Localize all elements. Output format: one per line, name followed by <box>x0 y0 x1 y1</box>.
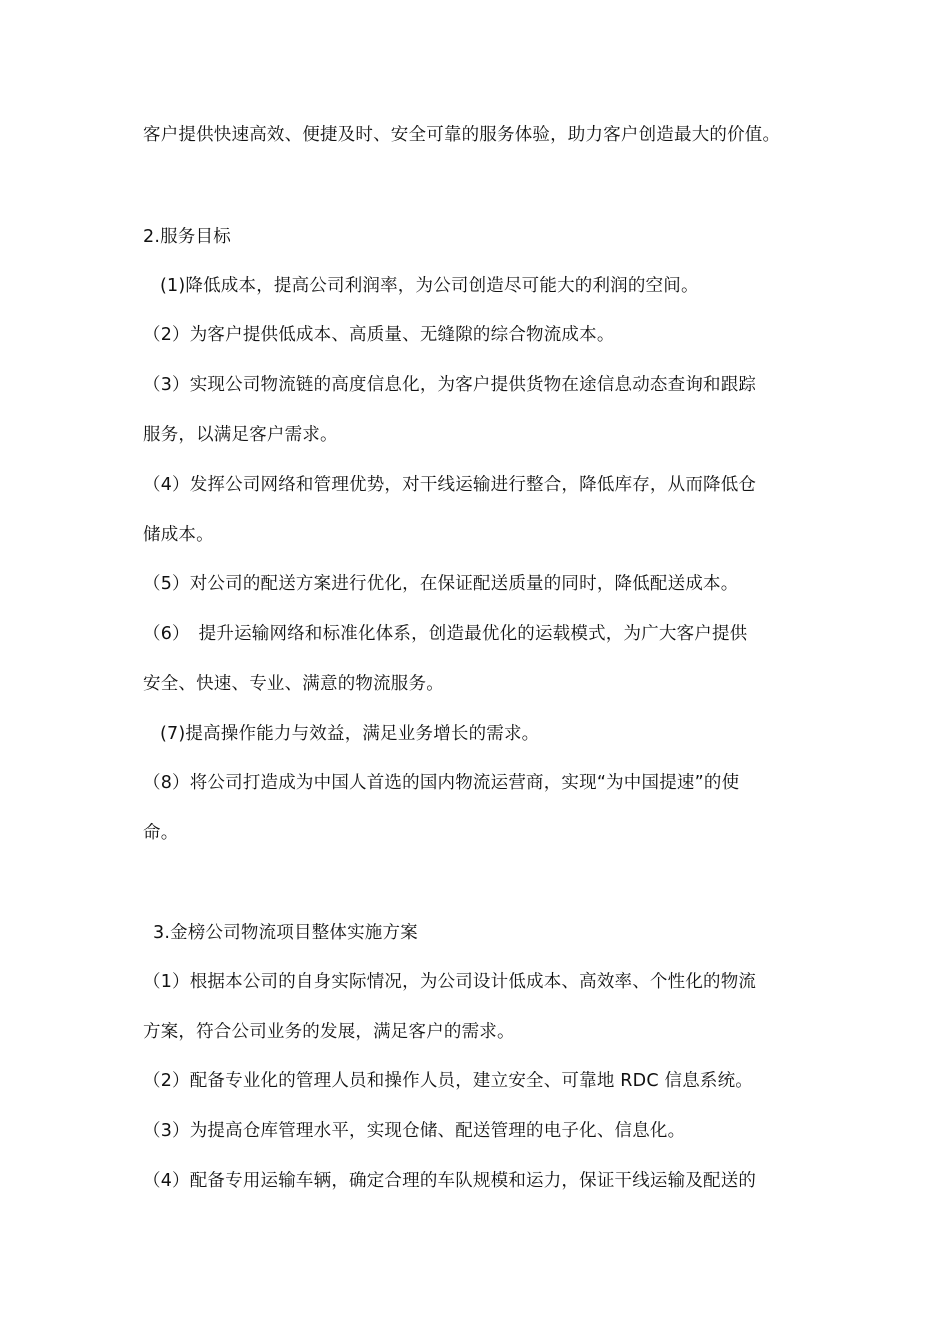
section-3-item-1-cont: 方案，符合公司业务的发展，满足客户的需求。 <box>143 1022 515 1042</box>
paragraph-intro-tail: 客户提供快速高效、便捷及时、安全可靠的服务体验，助力客户创造最大的价值。 <box>143 125 781 145</box>
section-3-item-3: （3）为提高仓库管理水平，实现仓储、配送管理的电子化、信息化。 <box>143 1121 686 1141</box>
section-2-item-1: (1)降低成本，提高公司利润率，为公司创造尽可能大的利润的空间。 <box>160 276 699 296</box>
section-2-item-4-cont: 储成本。 <box>143 525 214 545</box>
section-2-item-6-cont: 安全、快速、专业、满意的物流服务。 <box>143 674 444 694</box>
section-3-heading: 3.金榜公司物流项目整体实施方案 <box>153 923 418 943</box>
section-2-item-3-cont: 服务，以满足客户需求。 <box>143 425 338 445</box>
section-2-item-8-cont: 命。 <box>143 823 179 843</box>
section-2-heading: 2.服务目标 <box>143 227 231 247</box>
section-3-item-1: （1）根据本公司的自身实际情况，为公司设计低成本、高效率、个性化的物流 <box>143 972 757 992</box>
section-2-item-3: （3）实现公司物流链的高度信息化，为客户提供货物在途信息动态查询和跟踪 <box>143 375 757 395</box>
section-2-item-2: （2）为客户提供低成本、高质量、无缝隙的综合物流成本。 <box>143 325 615 345</box>
section-2-item-4: （4）发挥公司网络和管理优势，对干线运输进行整合，降低库存，从而降低仓 <box>143 475 757 495</box>
section-3-item-2: （2）配备专业化的管理人员和操作人员，建立安全、可靠地 RDC 信息系统。 <box>143 1071 754 1091</box>
section-2-item-6: （6） 提升运输网络和标准化体系，创造最优化的运载模式，为广大客户提供 <box>143 624 748 644</box>
section-3-item-4: （4）配备专用运输车辆，确定合理的车队规模和运力，保证干线运输及配送的 <box>143 1171 757 1191</box>
section-2-item-5: （5）对公司的配送方案进行优化，在保证配送质量的同时，降低配送成本。 <box>143 574 739 594</box>
section-2-item-7: (7)提高操作能力与效益，满足业务增长的需求。 <box>160 724 540 744</box>
section-2-item-8: （8）将公司打造成为中国人首选的国内物流运营商，实现“为中国提速”的使 <box>143 773 740 793</box>
